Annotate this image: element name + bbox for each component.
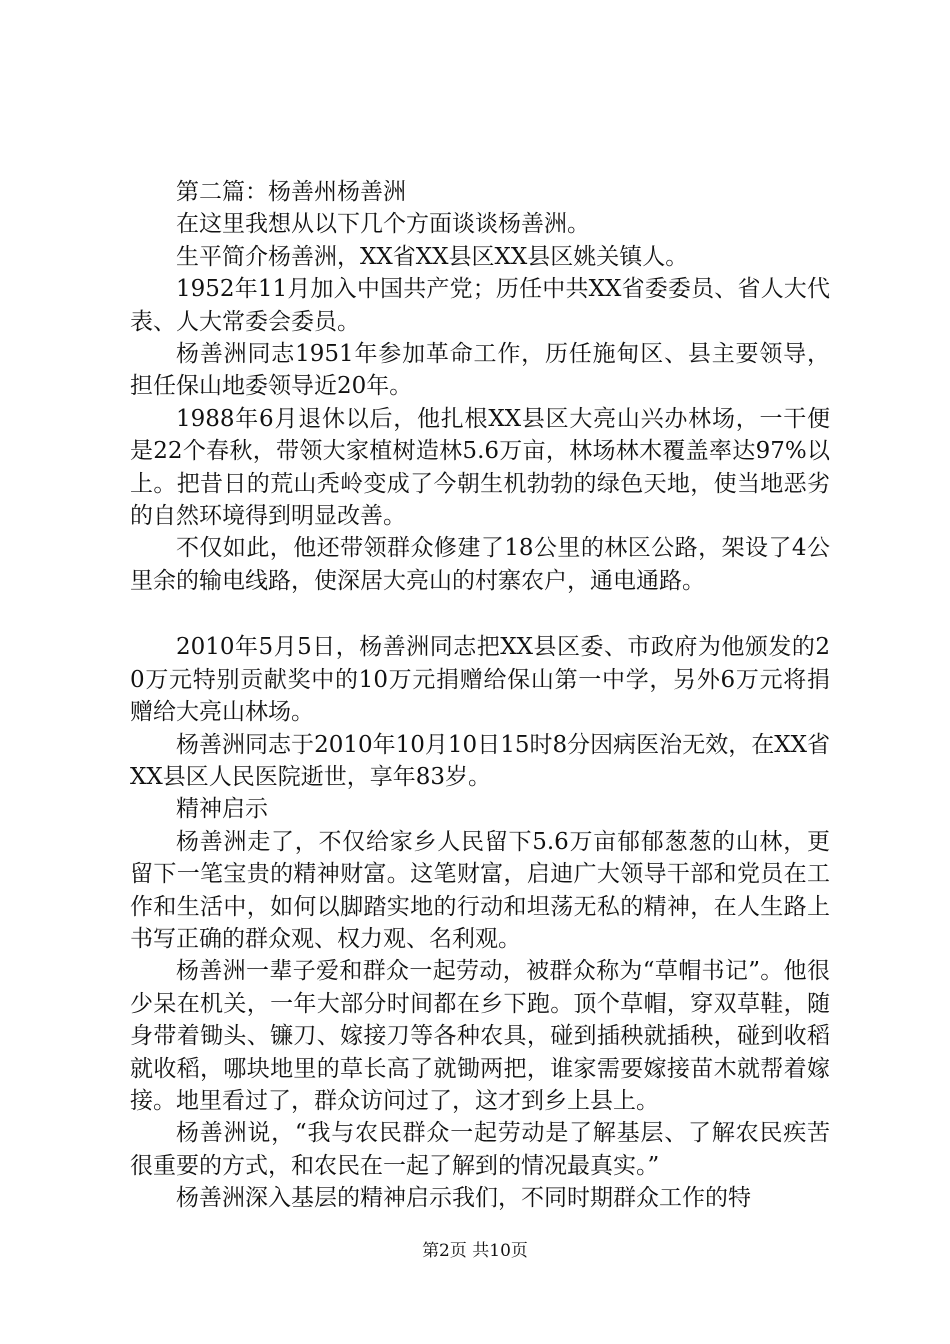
document-heading: 第二篇：杨善州杨善洲 xyxy=(176,179,406,205)
paragraph: 杨善洲一辈子爱和群众一起劳动，被群众称为“草帽书记”。他很少呆在机关，一年大部分时间都在乡下跑。顶个草帽，穿双草鞋，随身带着锄头、镰刀、嫁接刀等各种农具，碰到插秧就插秧，碰到收稻就收稻，哪块地里的草长高了就锄两把，谁家需要嫁接苗木就帮着嫁接。地里看过了，群众访问过了，这才到乡上县上。 xyxy=(130,958,830,1114)
page-number-footer: 第2页 共10页 xyxy=(422,1241,528,1261)
paragraph: 生平简介杨善洲，XX省XX县区XX县区姚关镇人。 xyxy=(176,243,689,270)
paragraph: 在这里我想从以下几个方面谈谈杨善洲。 xyxy=(176,211,590,238)
document-body xyxy=(130,176,830,1215)
section-heading: 精神启示 xyxy=(176,796,268,823)
paragraph: 杨善洲深入基层的精神启示我们，不同时期群众工作的特 xyxy=(176,1185,751,1212)
paragraph: 杨善洲同志于2010年10月10日15时8分因病医治无效，在XX省XX县区人民医院逝世，享年83岁。 xyxy=(130,731,830,790)
paragraph: 1952年11月加入中国共产党；历任中共XX省委委员、省人大代表、人大常委会委员。 xyxy=(130,276,830,335)
paragraph: 杨善洲同志1951年参加革命工作，历任施甸区、县主要领导，担任保山地委领导近20年。 xyxy=(130,341,830,400)
paragraph: 不仅如此，他还带领群众修建了18公里的林区公路，架设了4公里余的输电线路，使深居大亮山的村寨农户，通电通路。 xyxy=(130,535,830,594)
paragraph: 杨善洲走了，不仅给家乡人民留下5.6万亩郁郁葱葱的山林，更留下一笔宝贵的精神财富。这笔财富，启迪广大领导干部和党员在工作和生活中，如何以脚踏实地的行动和坦荡无私的精神，在人生路上书写正确的群众观、权力观、名利观。 xyxy=(130,828,830,952)
paragraph: 2010年5月5日，杨善洲同志把XX县区委、市政府为他颁发的20万元特别贡献奖中的10万元捐赠给保山第一中学，另外6万元将捐赠给大亮山林场。 xyxy=(130,634,830,726)
paragraph: 1988年6月退休以后，他扎根XX县区大亮山兴办林场，一干便是22个春秋，带领大家植树造林5.6万亩，林场林木覆盖率达97%以上。把昔日的荒山秃岭变成了今朝生机勃勃的绿色天地，使当地恶劣的自然环境得到明显改善。 xyxy=(130,405,830,530)
paragraph: 杨善洲说，“我与农民群众一起劳动是了解基层、了解农民疾苦很重要的方式，和农民在一起了解到的情况最真实。” xyxy=(130,1120,830,1179)
